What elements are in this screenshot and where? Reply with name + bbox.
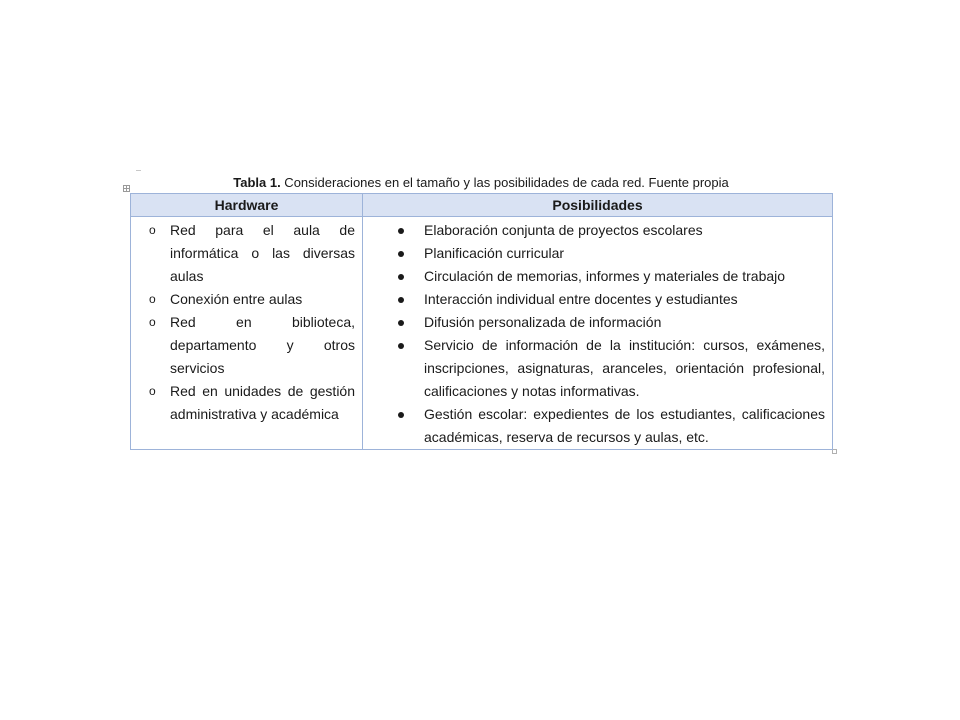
bullet-dot-icon	[398, 412, 404, 418]
posibilidad-item-text: Planificación curricular	[424, 245, 565, 261]
bullet-dot-icon	[398, 274, 404, 280]
posibilidad-item-text: Circulación de memorias, informes y materiales de trabajo	[424, 268, 786, 284]
circle-bullet-icon: o	[149, 292, 156, 306]
header-posibilidades: Posibilidades	[363, 194, 833, 217]
posibilidad-item-text: Servicio de información de la institución: cursos, exámenes, inscripciones, asignaturas, aranceles, orientación profesional, calificaciones y notas informativas.	[424, 337, 825, 399]
posibilidad-item-text: Elaboración conjunta de proyectos escolares	[424, 222, 703, 238]
list-item	[363, 311, 825, 334]
hardware-item-text: Red en biblioteca, departamento y otros servicios	[170, 314, 355, 376]
bullet-dot-icon	[398, 343, 404, 349]
circle-bullet-icon: o	[149, 315, 156, 329]
table-move-handle-icon[interactable]	[123, 185, 130, 192]
bullet-dot-icon	[398, 297, 404, 303]
list-item	[363, 334, 825, 403]
networks-table	[130, 193, 833, 450]
list-item	[363, 288, 825, 311]
circle-bullet-icon: o	[149, 223, 156, 237]
list-item	[131, 311, 355, 380]
table-row	[131, 217, 833, 450]
bullet-dot-icon	[398, 228, 404, 234]
bullet-dot-icon	[398, 320, 404, 326]
list-item	[363, 265, 825, 288]
hardware-item-text: Red en unidades de gestión administrativa y académica	[170, 383, 355, 422]
hardware-cell	[131, 217, 363, 450]
list-item	[131, 380, 355, 426]
caption-label: Tabla 1.	[233, 175, 281, 190]
hardware-item-text: Red para el aula de informática o las diversas aulas	[170, 222, 355, 284]
posibilidades-list	[363, 219, 825, 449]
posibilidad-item-text: Gestión escolar: expedientes de los estudiantes, calificaciones académicas, reserva de recursos y aulas, etc.	[424, 406, 825, 445]
table-header-row	[131, 194, 833, 217]
header-hardware: Hardware	[131, 194, 363, 217]
posibilidades-cell	[363, 217, 833, 450]
hardware-list	[131, 219, 355, 426]
list-item	[363, 242, 825, 265]
list-item	[131, 219, 355, 288]
list-item	[363, 403, 825, 449]
decorative-mark	[136, 170, 141, 171]
hardware-item-text: Conexión entre aulas	[170, 291, 303, 307]
caption-text: Consideraciones en el tamaño y las posibilidades de cada red. Fuente propia	[280, 175, 729, 190]
bullet-dot-icon	[398, 251, 404, 257]
table-caption	[130, 175, 832, 191]
list-item	[131, 288, 355, 311]
list-item	[363, 219, 825, 242]
circle-bullet-icon: o	[149, 384, 156, 398]
posibilidad-item-text: Interacción individual entre docentes y estudiantes	[424, 291, 738, 307]
posibilidad-item-text: Difusión personalizada de información	[424, 314, 662, 330]
